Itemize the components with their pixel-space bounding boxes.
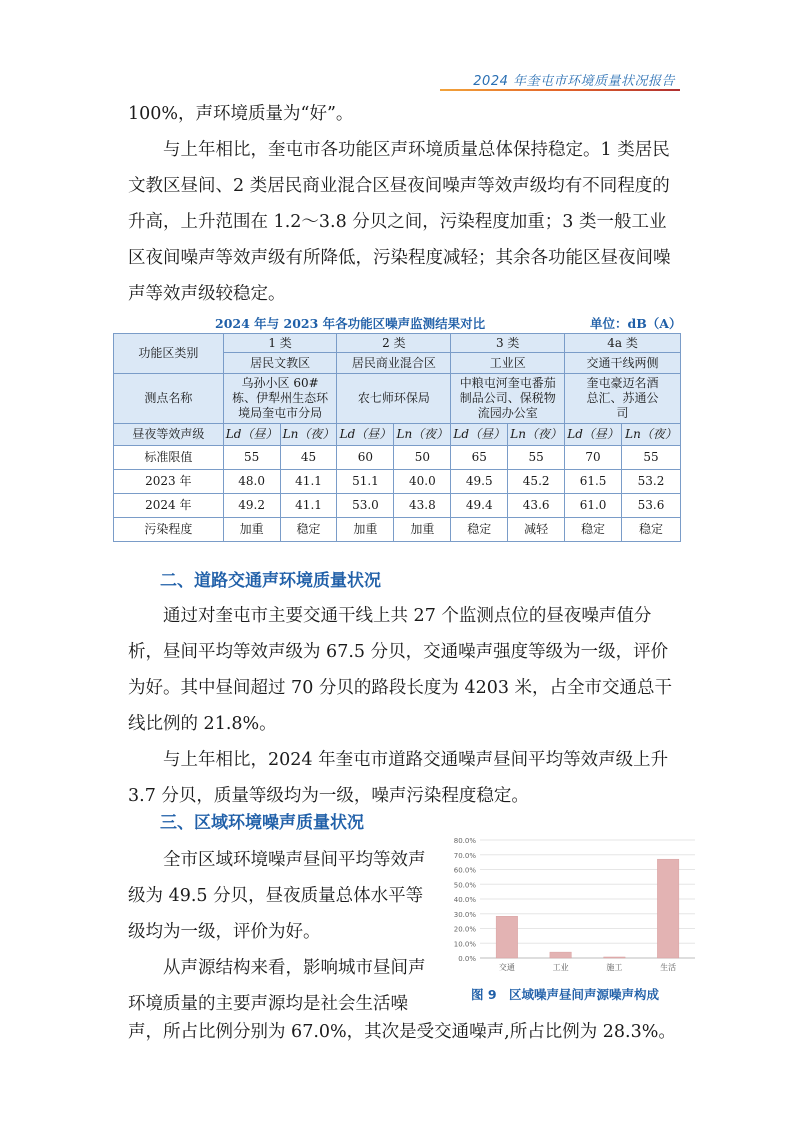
- cell: 61.5: [565, 470, 622, 494]
- y-tick-label: 40.0%: [453, 896, 476, 904]
- cell: 53.2: [622, 470, 681, 494]
- cell: 加重: [337, 518, 394, 542]
- cell: 48.0: [223, 470, 280, 494]
- ln-label: Ln（夜）: [394, 424, 451, 446]
- bar-施工: [604, 957, 626, 958]
- section-3-body: [128, 842, 440, 1022]
- cell: 加重: [394, 518, 451, 542]
- row-label: 污染程度: [114, 518, 224, 542]
- cell: 41.1: [280, 470, 337, 494]
- cell: 减轻: [508, 518, 565, 542]
- y-tick-label: 70.0%: [453, 851, 476, 860]
- cell: 55: [622, 446, 681, 470]
- site-3: 中粮屯河奎屯番茄制品公司、保税物流园办公室: [451, 374, 565, 424]
- paragraph: 通过对奎屯市主要交通干线上共 27 个监测点位的昼夜噪声值分析，昼间平均等效声级为 67.5 分贝，交通噪声强度等级为一级，评价为好。其中昼间超过 70 分贝的路段长度为 4203 米，占全市交通总干线比例的 21.8%。: [128, 606, 673, 734]
- x-tick-label: 交通: [498, 963, 515, 972]
- cell: 55: [508, 446, 565, 470]
- cell: 40.0: [394, 470, 451, 494]
- cell: 50: [394, 446, 451, 470]
- class-4a: 4a 类: [565, 334, 681, 353]
- site-1: 乌孙小区 60#栋、伊犁州生态环境局奎屯市分局: [223, 374, 337, 424]
- class-1: 1 类: [223, 334, 337, 353]
- table-row: [114, 470, 681, 494]
- y-tick-label: 50.0%: [453, 881, 476, 890]
- table-row: [114, 446, 681, 470]
- y-tick-label: 0.0%: [458, 955, 476, 963]
- noise-comparison-table: [113, 333, 681, 542]
- class-3: 3 类: [451, 334, 565, 353]
- cell: 49.4: [451, 494, 508, 518]
- row-label: 标准限值: [114, 446, 224, 470]
- table-unit: 单位：dB（A）: [590, 316, 682, 331]
- ld-label: Ld（昼）: [565, 424, 622, 446]
- report-header-title: 2024 年奎屯市环境质量状况报告: [473, 74, 675, 89]
- y-tick-label: 60.0%: [453, 866, 476, 875]
- cell: 加重: [223, 518, 280, 542]
- section-3-title: 三、区域环境噪声质量状况: [160, 813, 364, 833]
- paragraph: 声，所占比例分别为 67.0%，其次是受交通噪声,所占比例为 28.3%。: [128, 1022, 676, 1042]
- class-2: 2 类: [337, 334, 451, 353]
- cell: 60: [337, 446, 394, 470]
- class-header: 功能区类别: [114, 334, 224, 374]
- table-caption: 2024 年与 2023 年各功能区噪声监测结果对比: [215, 316, 486, 331]
- cell: 51.1: [337, 470, 394, 494]
- cell: 稳定: [565, 518, 622, 542]
- cell: 稳定: [622, 518, 681, 542]
- table-row: [114, 494, 681, 518]
- y-tick-label: 10.0%: [453, 940, 476, 949]
- level-header: 昼夜等效声级: [114, 424, 224, 446]
- cell: 41.1: [280, 494, 337, 518]
- class-name-1: 居民文教区: [223, 353, 337, 374]
- cell: 55: [223, 446, 280, 470]
- ld-label: Ld（昼）: [451, 424, 508, 446]
- ln-label: Ln（夜）: [622, 424, 681, 446]
- y-tick-label: 80.0%: [453, 837, 476, 845]
- cell: 53.0: [337, 494, 394, 518]
- site-4a: 奎屯豪迈名酒总汇、苏通公司: [565, 374, 681, 424]
- cell: 稳定: [280, 518, 337, 542]
- paragraph: 与上年相比，2024 年奎屯市道路交通噪声昼间平均等效声级上升 3.7 分贝，质量等级均为一级，噪声污染程度稳定。: [128, 750, 669, 806]
- cell: 43.8: [394, 494, 451, 518]
- y-tick-label: 30.0%: [453, 910, 476, 919]
- cell: 70: [565, 446, 622, 470]
- ld-label: Ld（昼）: [337, 424, 394, 446]
- figure-caption: 图 9 区域噪声昼间声源噪声构成: [471, 987, 660, 1002]
- cell: 49.5: [451, 470, 508, 494]
- cell: 61.0: [565, 494, 622, 518]
- cell: 53.6: [622, 494, 681, 518]
- ld-label: Ld（昼）: [223, 424, 280, 446]
- x-tick-label: 施工: [606, 963, 623, 972]
- cell: 45.2: [508, 470, 565, 494]
- class-name-3: 工业区: [451, 353, 565, 374]
- bar-工业: [550, 952, 572, 958]
- paragraph: 从声源结构来看，影响城市昼间声环境质量的主要声源均是社会生活噪: [128, 958, 426, 1014]
- table-row: [114, 518, 681, 542]
- row-label: 2023 年: [114, 470, 224, 494]
- site-2: 农七师环保局: [337, 374, 451, 424]
- cell: 43.6: [508, 494, 565, 518]
- bar-交通: [496, 916, 518, 958]
- paragraph-2: 与上年相比，奎屯市各功能区声环境质量总体保持稳定。1 类居民文教区昼间、2 类居民商业混合区昼夜间噪声等效声级均有不同程度的升高，上升范围在 1.2～3.8 分贝之间，污染程度加重；3 类一般工业区夜间噪声等效声级有所降低，污染程度减轻；其余各功能区昼夜间噪声等效声级较稳定。: [128, 140, 671, 304]
- class-name-4a: 交通干线两侧: [565, 353, 681, 374]
- section-3-continuation: [128, 1014, 688, 1050]
- bar-生活: [657, 859, 679, 958]
- cell: 65: [451, 446, 508, 470]
- paragraph-1: 100%，声环境质量为“好”。: [128, 104, 354, 124]
- cell: 45: [280, 446, 337, 470]
- site-header: 测点名称: [114, 374, 224, 424]
- cell: 49.2: [223, 494, 280, 518]
- noise-source-chart: [440, 832, 702, 982]
- class-name-2: 居民商业混合区: [337, 353, 451, 374]
- section-2-title: 二、道路交通声环境质量状况: [160, 571, 381, 591]
- paragraph: 全市区域环境噪声昼间平均等效声级为 49.5 分贝，昼夜质量总体水平等级均为一级，评价为好。: [128, 850, 426, 942]
- header-divider: [440, 89, 680, 91]
- ln-label: Ln（夜）: [508, 424, 565, 446]
- x-tick-label: 工业: [552, 963, 569, 972]
- section-2-body: [128, 598, 678, 814]
- cell: 稳定: [451, 518, 508, 542]
- row-label: 2024 年: [114, 494, 224, 518]
- body-top: [128, 96, 678, 312]
- ln-label: Ln（夜）: [280, 424, 337, 446]
- x-tick-label: 生活: [660, 963, 677, 972]
- y-tick-label: 20.0%: [453, 925, 476, 934]
